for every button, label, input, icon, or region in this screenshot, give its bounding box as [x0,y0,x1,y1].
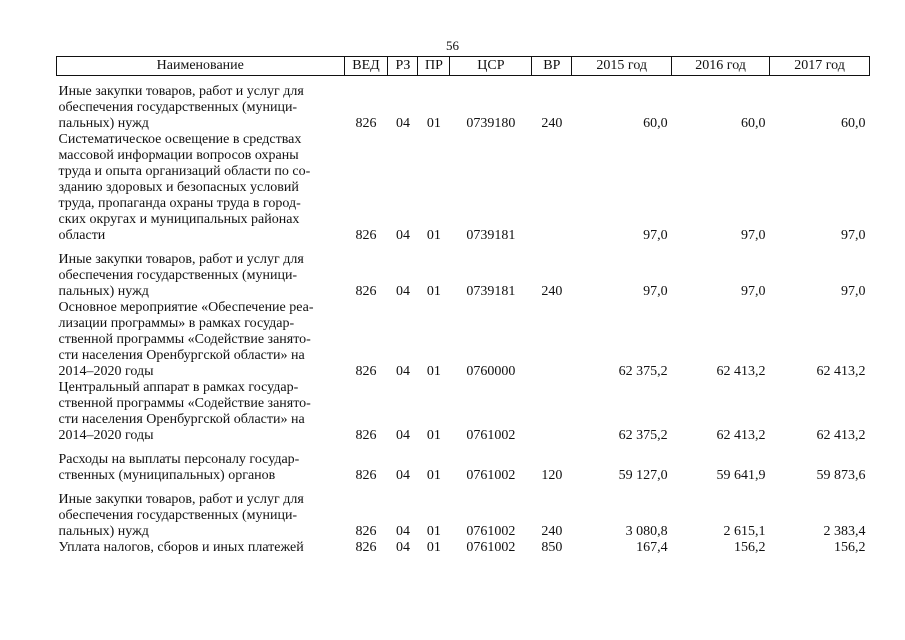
row-name-line: обеспечения государственных (муници- [58,508,298,523]
row-name-line: обеспечения государственных (муници- [58,268,298,283]
cell-ved: 826 [355,228,377,243]
cell-pr: 01 [426,284,441,299]
row-name-line: зданию здоровых и безопасных условий [58,180,299,195]
cell-pr: 01 [426,428,441,443]
row-name-line: Иные закупки товаров, работ и услуг для [58,252,304,267]
row-name-line: труда и опыта организаций области по со- [58,164,311,179]
row-name [57,484,345,540]
row-name-line: сти населения Оренбургской области» на [58,412,305,427]
row-name [57,244,345,300]
cell-pr: 01 [426,116,441,131]
table-row [57,380,870,444]
cell-rz: 04 [395,540,410,555]
cell-y2017: 62 413,2 [816,364,866,379]
cell-pr: 01 [426,540,441,555]
row-name-line: Иные закупки товаров, работ и услуг для [58,492,304,507]
row-name-line: ских округах и муниципальных районах [58,212,300,227]
cell-y2016: 59 641,9 [716,468,766,483]
row-name-line: пальных) нужд [58,284,149,299]
cell-rz: 04 [395,116,410,131]
cell-vr [532,300,572,380]
cell-y2016: 62 413,2 [716,428,766,443]
table-row [57,76,870,133]
row-name-line: сти населения Оренбургской области» на [58,348,305,363]
cell-y2015: 3 080,8 [625,524,668,539]
cell-y2015: 167,4 [636,540,668,555]
col-header-2015: 2015 год [572,57,672,76]
cell-pr: 01 [426,364,441,379]
cell-ved: 826 [355,428,377,443]
table-row [57,444,870,484]
cell-csr: 0739181 [466,284,516,299]
table-row [57,484,870,540]
page-number: 56 [446,38,459,53]
cell-vr: 240 [541,116,563,131]
cell-ved: 826 [355,364,377,379]
row-name-line: труда, пропаганда охраны труда в город- [58,196,301,211]
cell-y2017: 97,0 [841,284,866,299]
cell-y2016: 97,0 [741,228,766,243]
cell-y2017: 60,0 [841,116,866,131]
cell-y2016: 62 413,2 [716,364,766,379]
row-name-line: Систематическое освещение в средствах [58,132,302,147]
table-row [57,540,870,556]
col-header-2016: 2016 год [672,57,770,76]
col-header-rz: РЗ [388,57,418,76]
cell-y2016: 156,2 [734,540,766,555]
cell-y2015: 97,0 [643,284,668,299]
row-name [57,132,345,244]
row-name-line: области [58,228,106,243]
row-name-line: пальных) нужд [58,116,149,131]
cell-pr: 01 [426,524,441,539]
row-name-line: ственных (муниципальных) органов [58,468,276,483]
cell-rz: 04 [395,364,410,379]
cell-csr: 0761002 [466,428,516,443]
cell-y2015: 59 127,0 [618,468,668,483]
row-name [57,76,345,133]
cell-y2017: 62 413,2 [816,428,866,443]
col-header-2017: 2017 год [770,57,870,76]
col-header-vr: ВР [532,57,572,76]
header-row [57,57,870,76]
row-name-line: Центральный аппарат в рамках государ- [58,380,299,395]
cell-csr: 0761002 [466,468,516,483]
col-header-name: Наименование [57,57,345,76]
col-header-csr: ЦСР [450,57,532,76]
row-name [57,380,345,444]
cell-csr: 0739181 [466,228,516,243]
cell-ved: 826 [355,284,377,299]
cell-rz: 04 [395,468,410,483]
row-name-line: лизации программы» в рамках государ- [58,316,295,331]
row-name-line: 2014–2020 годы [58,428,154,443]
budget-table [56,56,870,556]
col-header-ved: ВЕД [344,57,388,76]
cell-pr: 01 [426,468,441,483]
cell-vr: 240 [541,284,563,299]
row-name [57,300,345,380]
cell-ved: 826 [355,468,377,483]
row-name-line: Расходы на выплаты персоналу государ- [58,452,300,467]
row-name-line: ственной программы «Содействие занято- [58,332,311,347]
cell-vr: 120 [541,468,563,483]
table-row [57,244,870,300]
row-name [57,444,345,484]
cell-rz: 04 [395,284,410,299]
col-header-pr: ПР [418,57,450,76]
cell-vr [532,132,572,244]
cell-y2015: 60,0 [643,116,668,131]
cell-y2017: 156,2 [834,540,866,555]
cell-vr [532,380,572,444]
table-row [57,300,870,380]
row-name-line: Иные закупки товаров, работ и услуг для [58,84,304,99]
row-name-line: пальных) нужд [58,524,149,539]
cell-y2015: 62 375,2 [618,364,668,379]
cell-y2016: 2 615,1 [723,524,766,539]
row-name-line: массовой информации вопросов охраны [58,148,299,163]
cell-csr: 0739180 [466,116,516,131]
cell-csr: 0761002 [466,524,516,539]
cell-y2017: 97,0 [841,228,866,243]
cell-ved: 826 [355,524,377,539]
row-name-line: обеспечения государственных (муници- [58,100,298,115]
cell-rz: 04 [395,428,410,443]
cell-vr: 850 [541,540,563,555]
row-name-line: ственной программы «Содействие занято- [58,396,311,411]
row-name-line: 2014–2020 годы [58,364,154,379]
cell-csr: 0760000 [466,364,516,379]
cell-rz: 04 [395,228,410,243]
table-row [57,132,870,244]
row-name-line: Основное мероприятие «Обеспечение реа- [58,300,314,315]
cell-csr: 0761002 [466,540,516,555]
cell-ved: 826 [355,540,377,555]
cell-rz: 04 [395,524,410,539]
cell-y2017: 2 383,4 [823,524,866,539]
row-name [57,540,345,556]
cell-y2015: 62 375,2 [618,428,668,443]
cell-y2016: 60,0 [741,116,766,131]
cell-pr: 01 [426,228,441,243]
cell-y2016: 97,0 [741,284,766,299]
cell-ved: 826 [355,116,377,131]
row-name-line: Уплата налогов, сборов и иных платежей [58,540,304,555]
cell-vr: 240 [541,524,563,539]
cell-y2015: 97,0 [643,228,668,243]
cell-y2017: 59 873,6 [816,468,866,483]
